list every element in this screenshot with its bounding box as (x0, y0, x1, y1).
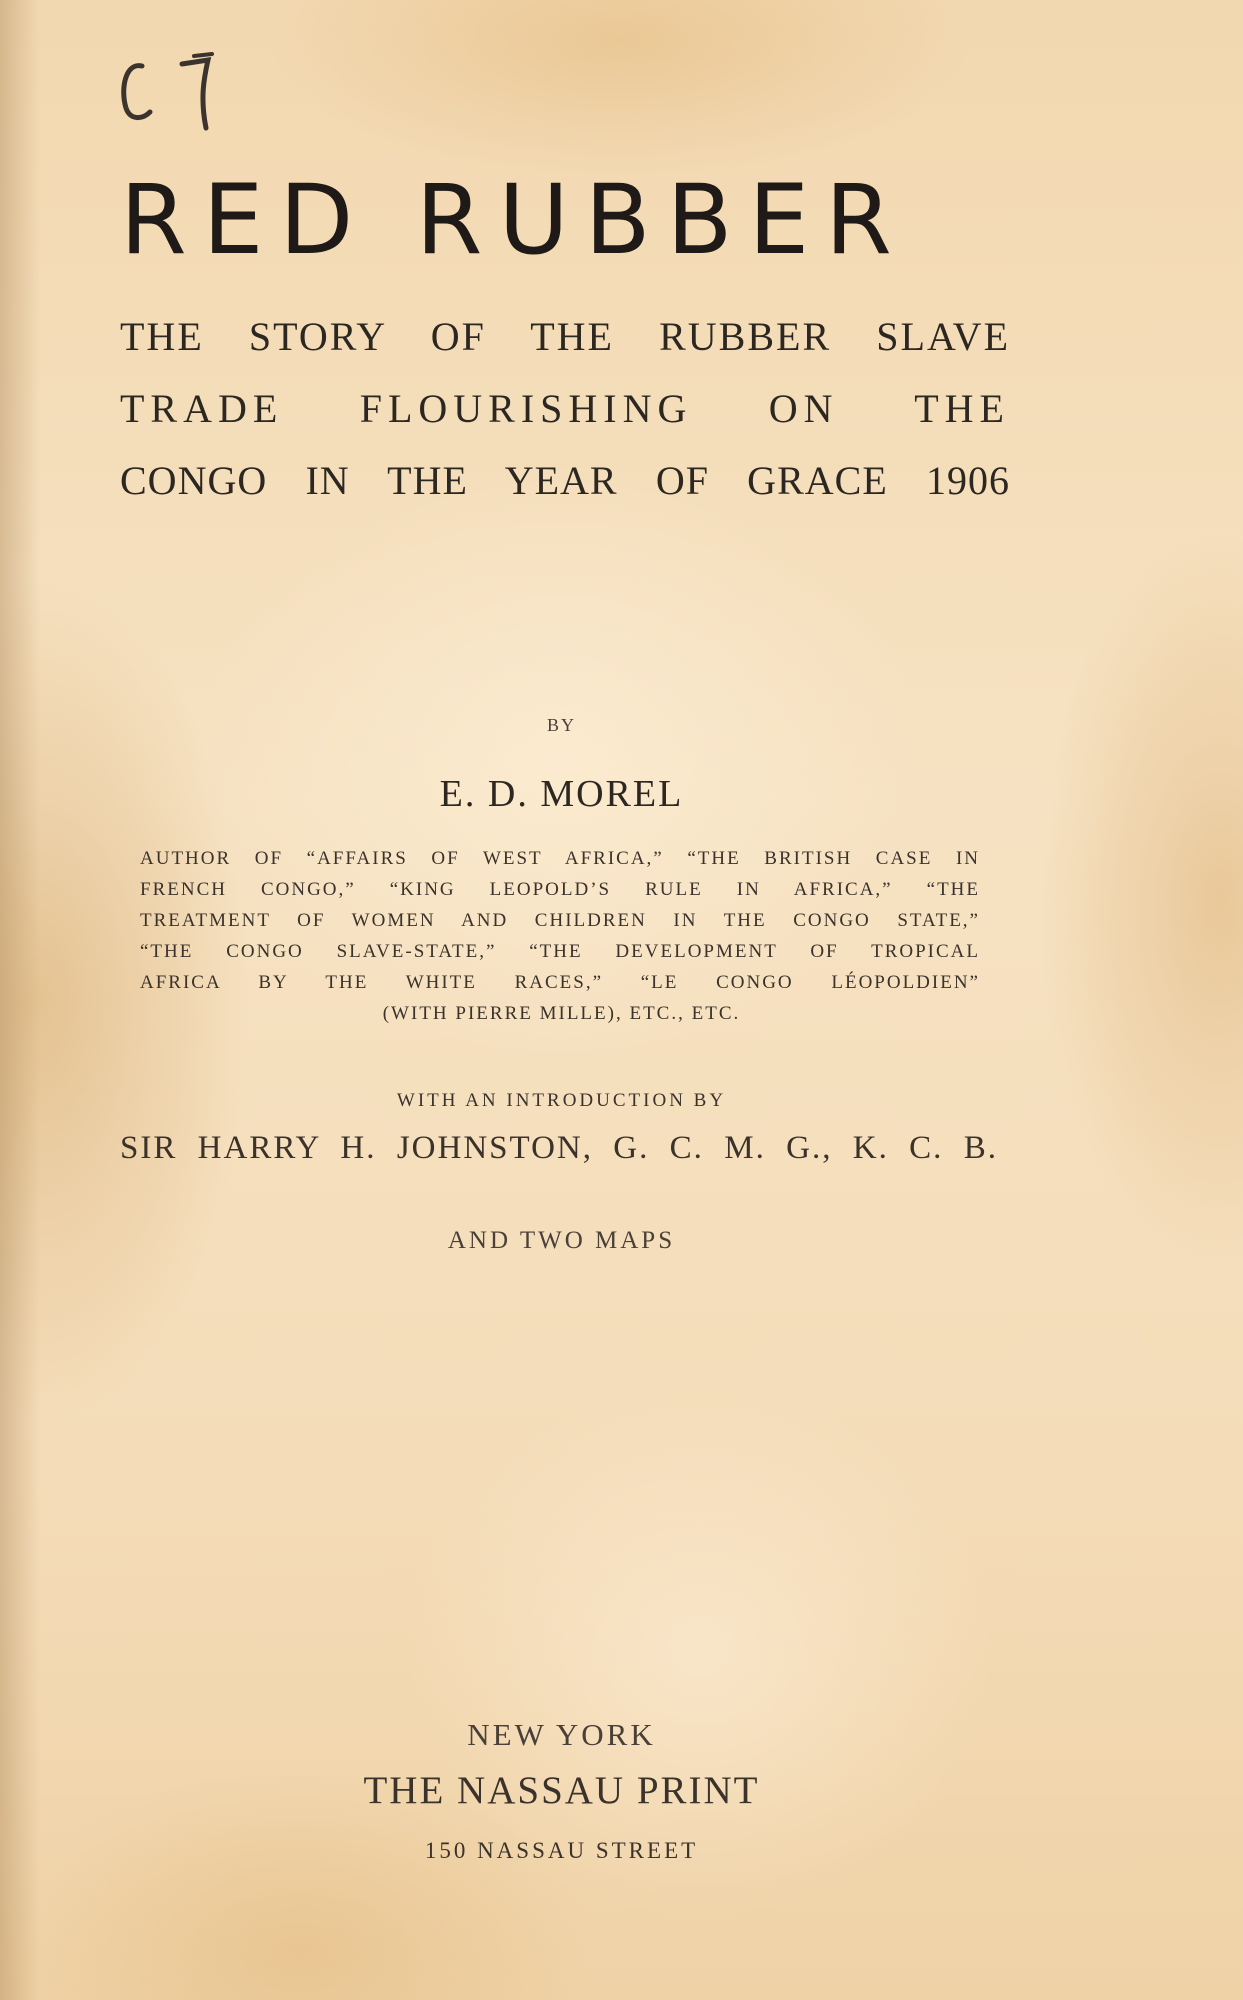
maps-note: AND TWO MAPS (447, 1227, 676, 1254)
publication-place: NEW YORK (467, 1717, 656, 1752)
author-works-line-5: AFRICA BY THE WHITE RACES,” “LE CONGO LÉOPOLDIEN” (140, 972, 980, 993)
author-works-line-6: (WITH PIERRE MILLE), ETC., ETC. (382, 1003, 741, 1024)
author-works-line-4: “THE CONGO SLAVE-STATE,” “THE DEVELOPMENT OF TROPICAL (140, 941, 980, 962)
introduction-label: WITH AN INTRODUCTION BY (396, 1090, 727, 1111)
book-title: RED RUBBER (120, 164, 908, 276)
author-works-line-3: TREATMENT OF WOMEN AND CHILDREN IN THE CONGO STATE,” (140, 910, 980, 931)
publisher-name: THE NASSAU PRINT (363, 1769, 760, 1812)
publisher-address: 150 NASSAU STREET (424, 1838, 699, 1863)
subtitle-line-2: TRADE FLOURISHING ON THE (120, 386, 1010, 431)
handwritten-shelf-mark (112, 48, 232, 138)
author-works-line-1: AUTHOR OF “AFFAIRS OF WEST AFRICA,” “THE BRITISH CASE IN (140, 848, 980, 869)
spine-shadow (0, 0, 40, 2000)
subtitle-line-3: CONGO IN THE YEAR OF GRACE 1906 (120, 458, 1010, 503)
by-label: BY (546, 715, 576, 735)
author-name: E. D. MOREL (439, 773, 684, 815)
subtitle-line-1: THE STORY OF THE RUBBER SLAVE (120, 314, 1010, 359)
introducer-name: SIR HARRY H. JOHNSTON, G. C. M. G., K. C. B. (120, 1130, 998, 1166)
author-works-line-2: FRENCH CONGO,” “KING LEOPOLD’S RULE IN AFRICA,” “THE (140, 879, 980, 900)
